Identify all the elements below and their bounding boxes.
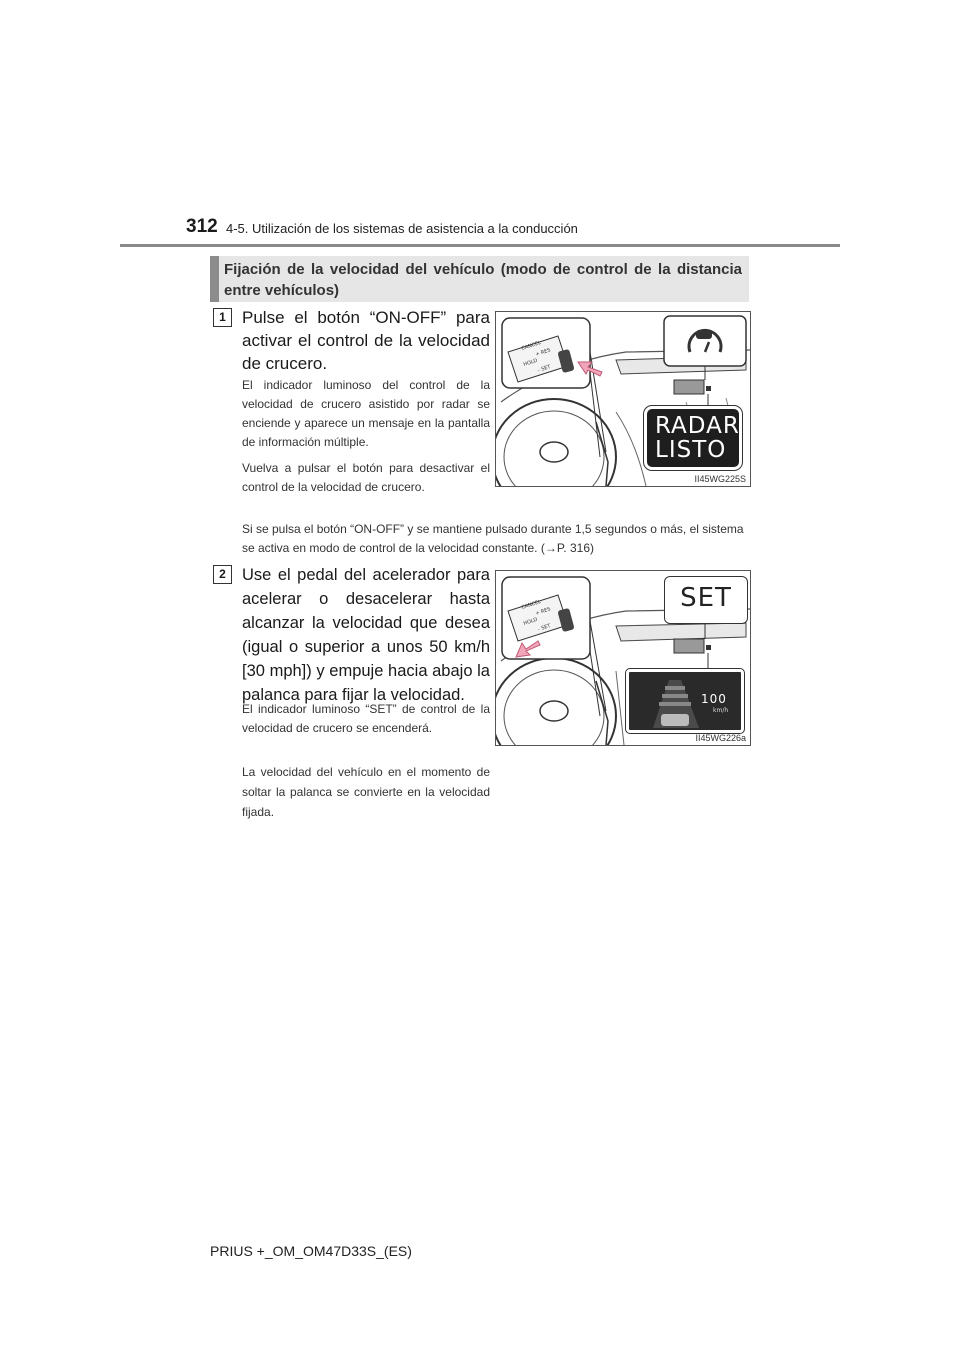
step-number-2: 2 [213, 565, 232, 584]
figure-1-code: II45WG225S [694, 474, 746, 484]
step-1-instruction: Pulse el botón “ON-OFF” para activar el control de la velocidad de crucero. [242, 308, 490, 373]
header-divider [120, 244, 840, 247]
figure-radar-ready [495, 311, 751, 487]
figure-2-code: II45WG226a [695, 733, 746, 743]
display-line-1: RADAR [655, 413, 740, 439]
page-number: 312 [186, 216, 218, 237]
lever-label-cancel: CANCEL [520, 598, 542, 611]
set-speed-value: 100 [701, 692, 727, 706]
step-2-instruction: Use el pedal del acelerador para acelerar o desacelerar hasta alcanzar la velocidad que desea (igual o superior a unos 50 km/h [30 mph]) y empuje hacia abajo la palanca para fijar la velocidad. [242, 566, 490, 704]
figure-set-speed [495, 570, 751, 746]
lever-label-hold: HOLD [522, 357, 539, 368]
step-1-note-2: Vuelva a pulsar el botón para desactivar el control de la velocidad de crucero. [242, 461, 490, 494]
lever-label-hold: HOLD [522, 616, 539, 627]
lever-label-cancel: CANCEL [520, 339, 542, 352]
lever-label-res: + RES [534, 606, 552, 617]
lever-label-set: – SET [536, 623, 552, 633]
chapter-heading: 4-5. Utilización de los sistemas de asistencia a la conducción [226, 221, 578, 236]
set-indicator-inset [664, 576, 748, 624]
section-title-bar [210, 256, 219, 302]
step-2-note-1: El indicador luminoso “SET” de control de la velocidad de crucero se encenderá. [242, 702, 490, 735]
step-number-1: 1 [213, 308, 232, 327]
section-title: Fijación de la velocidad del vehículo (modo de control de la distancia entre vehículos) [224, 261, 742, 299]
step-1-note-1: El indicador luminoso del control de la velocidad de crucero asistido por radar se enciende y aparece un mensaje en la pantalla de información múltiple. [242, 378, 490, 449]
radar-ready-display [644, 406, 742, 470]
lever-label-set: – SET [536, 364, 552, 374]
set-speed-unit: km/h [713, 707, 729, 714]
set-indicator: SET [680, 583, 732, 613]
step-2-note-2: La velocidad del vehículo en el momento de soltar la palanca se convierte en la velocidad fijada. [242, 765, 490, 819]
document-footer: PRIUS +_OM_OM47D33S_(ES) [210, 1243, 412, 1259]
step-1-wide-note: Si se pulsa el botón “ON-OFF” y se mantiene pulsado durante 1,5 segundos o más, el sistema se activa en modo de control de la velocidad constante. (→P. 316) [242, 522, 744, 555]
speed-display [626, 669, 744, 733]
display-line-2: LISTO [655, 437, 727, 463]
lever-label-res: + RES [534, 347, 552, 358]
